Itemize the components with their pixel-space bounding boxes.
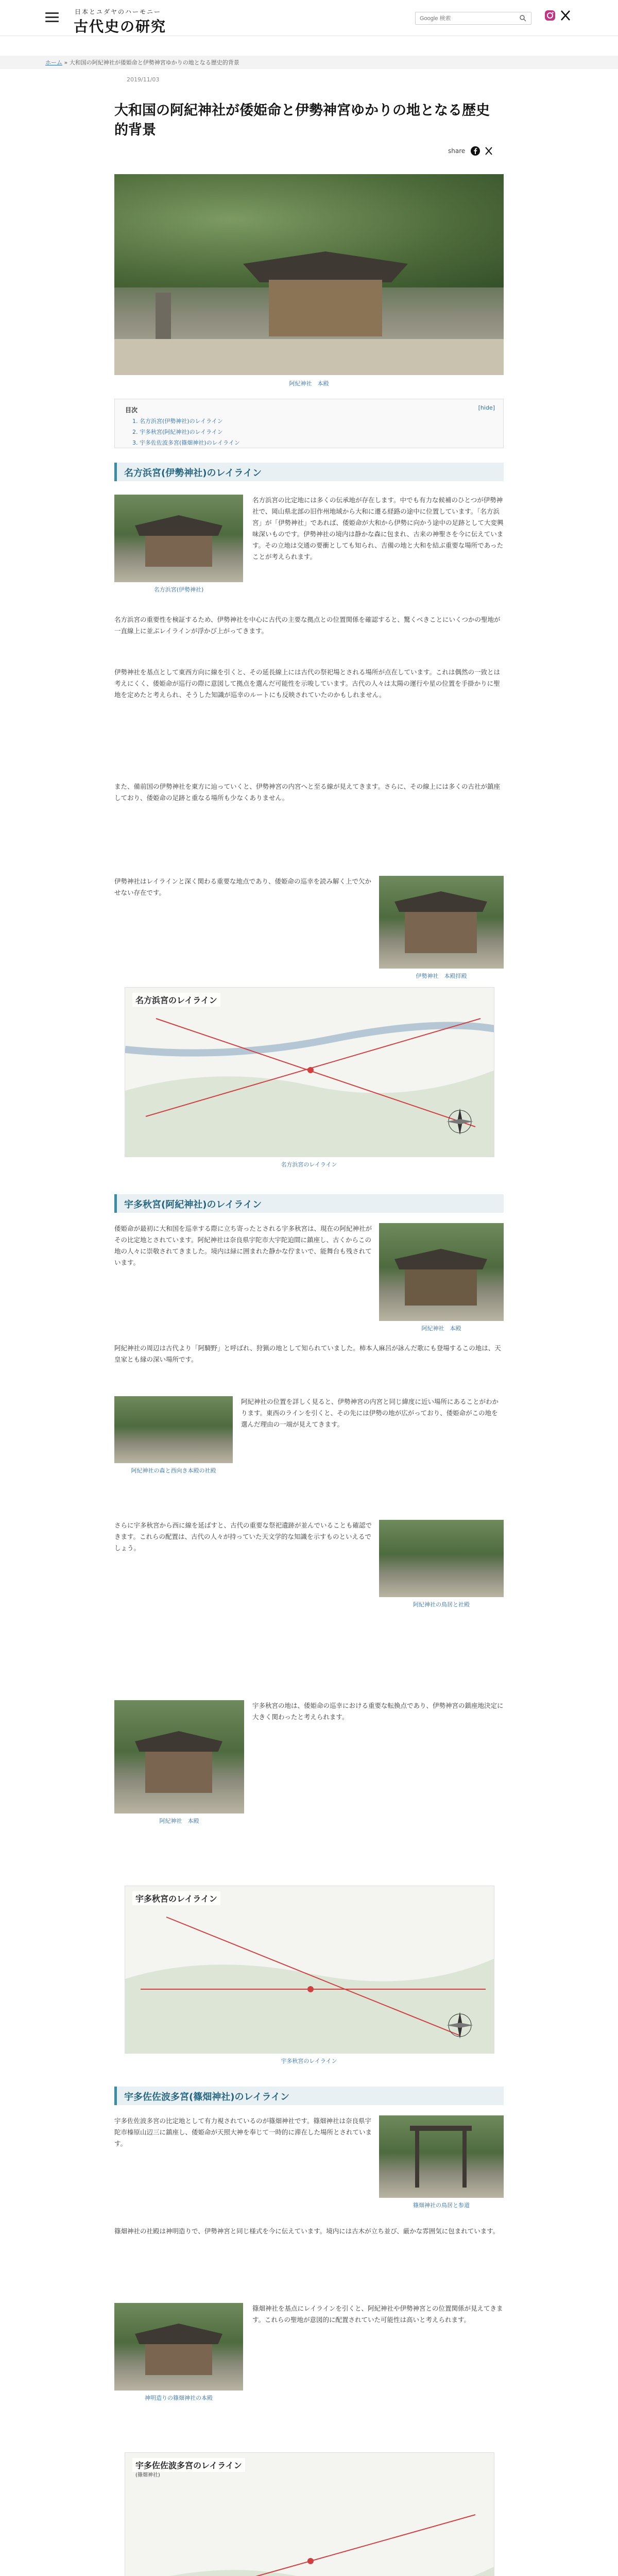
page-title: 大和国の阿紀神社が倭姫命と伊勢神宮ゆかりの地となる歴史的背景 [114, 103, 490, 138]
image-caption: 伊勢神社 本殿拝殿 [416, 973, 467, 979]
image-caption: 名方浜宮(伊勢神社) [153, 586, 204, 593]
toc-title: 目次 [125, 406, 138, 414]
post-date: 2019/11/03 [127, 76, 160, 83]
image-caption: 阿紀神社の鳥居と社殿 [413, 1601, 470, 1608]
toc-item[interactable]: 2. 宇多秋宮(阿紀神社)のレイライン [132, 429, 223, 435]
site-logo[interactable]: 古代史の研究 [74, 18, 167, 35]
toc-item[interactable]: 3. 宇多佐佐波多宮(篠畑神社)のレイライン [132, 439, 240, 446]
section-heading: 名方浜宮(伊勢神社)のレイライン [114, 463, 504, 481]
paragraph: 名方浜宮の重要性を検証するため、伊勢神社を中心に古代の主要な拠点との位置関係を確認すると、驚くべきことにいくつかの聖地が一直線上に並ぶレイラインが浮かび上がってきます。 [114, 616, 501, 635]
x-icon[interactable] [559, 9, 572, 22]
paragraph: 伊勢神社はレイラインと深く関わる重要な地点であり、倭姫命の巡幸を読み解く上で欠かせない存在です。 [114, 877, 372, 896]
toc-item[interactable]: 1. 名方浜宮(伊勢神社)のレイライン [132, 418, 223, 425]
paragraph: 阿紀神社の周辺は古代より「阿騎野」と呼ばれ、狩猟の地として知られていました。柿本人麻呂が詠んだ歌にも登場するこの地は、天皇家とも縁の深い場所です。 [114, 1344, 501, 1363]
section-image [114, 495, 243, 582]
menu-icon[interactable] [45, 12, 59, 23]
breadcrumb-home[interactable]: ホーム [45, 59, 62, 66]
section-heading: 宇多秋宮(阿紀神社)のレイライン [114, 1194, 504, 1213]
image-caption: 阿紀神社 本殿 [421, 1325, 461, 1332]
section-image [379, 1223, 504, 1321]
section-heading: 宇多佐佐波多宮(篠畑神社)のレイライン [114, 2087, 504, 2105]
paragraph: 篠畑神社の社殿は神明造りで、伊勢神宮と同じ様式を今に伝えています。境内には古木が立ち並び、厳かな雰囲気に包まれています。 [114, 2227, 500, 2235]
site-header [0, 0, 618, 36]
image-caption: 篠畑神社の鳥居と参道 [413, 2202, 470, 2209]
leyline-map [125, 2452, 494, 2576]
paragraph: 伊勢神社を基点として東西方向に線を引くと、その延長線上には古代の祭祀場とされる場所が点在しています。これは偶然の一致とは考えにくく、倭姫命が巡行の際に意図して拠点を選んだ可能性を示唆しています。古代の人々は太陽の運行や星の位置を手掛かりに聖地を定めたと考えられ、そうした知識が巡幸のルートにも反映されていたのかもしれません。 [114, 668, 501, 699]
breadcrumb [45, 58, 239, 66]
paragraph: さらに宇多秋宮から西に線を延ばすと、古代の重要な祭祀遺跡が並んでいることも確認できます。これらの配置は、古代の人々が持っていた天文学的な知識を示すものといえるでしょう。 [114, 1521, 372, 1552]
table-of-contents [114, 399, 504, 448]
search-icon[interactable] [519, 14, 526, 22]
toc-toggle[interactable]: [hide] [478, 404, 495, 411]
paragraph: 倭姫命が最初に大和国を巡幸する際に立ち寄ったとされる宇多秋宮は、現在の阿紀神社がその比定地とされています。阿紀神社は奈良県宇陀市大宇陀迫間に鎮座し、古くからこの地の人々に崇敬されてきました。境内は緑に囲まれた静かな佇まいで、能舞台も残されています。 [114, 1225, 372, 1266]
site-tagline: 日本とユダヤのハーモニー [75, 8, 162, 15]
section-image [379, 1520, 504, 1597]
leyline-map [125, 987, 494, 1157]
image-caption: 神明造りの篠畑神社の本殿 [145, 2395, 213, 2401]
facebook-share-icon[interactable] [471, 146, 480, 156]
hero-caption: 阿紀神社 本殿 [289, 380, 329, 387]
paragraph: 宇多佐佐波多宮の比定地として有力視されているのが篠畑神社です。篠畑神社は奈良県宇陀市榛原山辺三に鎮座し、倭姫命が天照大神を奉じて一時的に滞在した場所とされています。 [114, 2117, 372, 2147]
breadcrumb-separator: » [64, 59, 68, 66]
search-input[interactable] [415, 12, 531, 25]
x-share-icon[interactable] [484, 146, 493, 156]
paragraph: 阿紀神社の位置を詳しく見ると、伊勢神宮の内宮と同じ緯度に近い場所にあることがわかります。東西のラインを引くと、その先には伊勢の地が広がっており、倭姫命がこの地を選んだ理由の一端が見えてきます。 [241, 1398, 499, 1428]
map-title: 名方浜宮のレイライン [132, 993, 220, 1007]
map-graphic [125, 988, 494, 1157]
paragraph: 篠畑神社を基点にレイラインを引くと、阿紀神社や伊勢神宮との位置関係が見えてきます。これらの聖地が意図的に配置されていた可能性は高いと考えられます。 [252, 2304, 503, 2324]
section-image [114, 1700, 244, 1814]
hero-image [114, 174, 504, 375]
section-image [379, 876, 504, 969]
paragraph: また、備前国の伊勢神社を東方に辿っていくと、伊勢神宮の内宮へと至る線が見えてきます。さらに、その線上には多くの古社が鎮座しており、倭姫命の足跡と重なる場所も少なくありません。 [114, 783, 501, 802]
map-caption: 宇多秋宮のレイライン [281, 2058, 337, 2064]
share-label: share [448, 147, 466, 155]
section-image [114, 2303, 243, 2391]
image-caption: 阿紀神社 本殿 [159, 1818, 199, 1824]
paragraph: 宇多秋宮の地は、倭姫命の巡幸における重要な転換点であり、伊勢神宮の鎮座地決定に大きく関わったと考えられます。 [252, 1702, 504, 1721]
paragraph: 名方浜宮の比定地には多くの伝承地が存在します。中でも有力な候補のひとつが伊勢神社で、岡山県北部の旧作州地域から大和に遷る経路の途中に位置しています。「名方浜宮」が「伊勢神社」であれば、倭姫命が大和から伊勢に向かう途中の足跡として大変興味深いものです。伊勢神社の境内は静かな森に包まれ、古来の神聖さを今に伝えています。その立地は交通の要衝としても知られ、吉備の地と大和を結ぶ重要な場所であったことが考えられます。 [252, 496, 504, 561]
image-caption: 阿紀神社の森と西向き本殿の社殿 [131, 1467, 216, 1474]
map-title: 宇多佐佐波多宮のレイライン [132, 2458, 245, 2472]
map-graphic [125, 1886, 494, 2054]
leyline-map [125, 1886, 494, 2054]
map-caption: 名方浜宮のレイライン [281, 1161, 337, 1168]
section-image [114, 1396, 233, 1463]
map-subtitle: (篠畑神社) [135, 2472, 160, 2478]
map-title: 宇多秋宮のレイライン [132, 1891, 220, 1905]
instagram-icon[interactable] [544, 9, 556, 22]
breadcrumb-current: 大和国の阿紀神社が倭姫命と伊勢神宮ゆかりの地となる歴史的背景 [69, 59, 239, 66]
section-image [379, 2115, 504, 2198]
